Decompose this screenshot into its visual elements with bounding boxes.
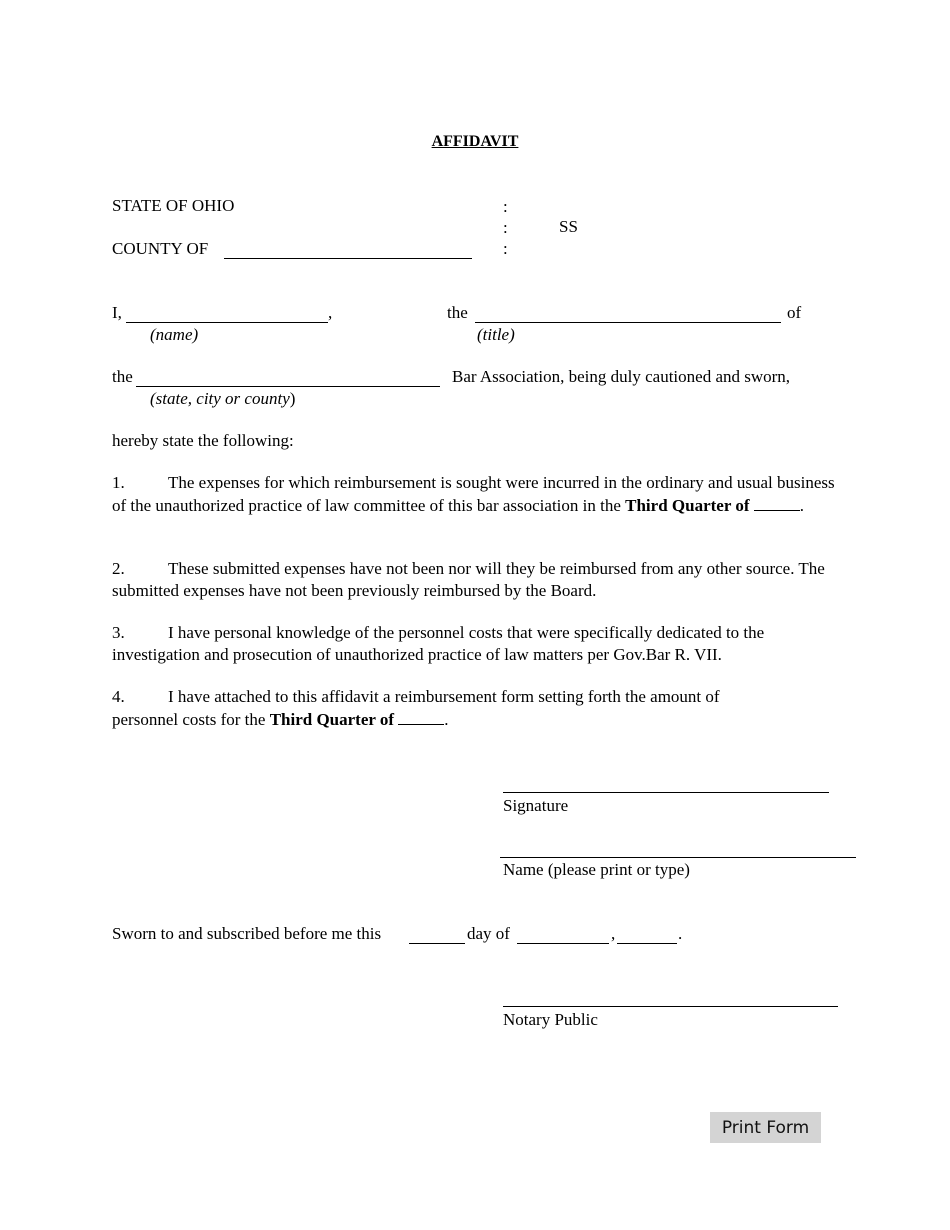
sworn-year-input[interactable] [617,923,677,944]
print-form-button[interactable]: Print Form [710,1112,821,1143]
declarant-comma: , [328,303,333,322]
association-caption [150,388,295,409]
sworn-comma: , [611,924,616,943]
sworn-day-input[interactable] [409,923,465,944]
the-label-2: the [112,367,133,386]
hereby-statement: hereby state the following: [112,431,294,450]
signature-line[interactable] [503,792,829,793]
paragraph-4-year-blank[interactable] [398,708,444,725]
county-label: COUNTY OF [112,239,209,258]
paragraph-2-number: 2. [112,559,125,578]
paragraph-4-number: 4. [112,687,125,706]
declarant-title-input[interactable] [475,302,781,323]
county-input[interactable] [224,238,472,259]
ss-label: SS [559,217,578,236]
printed-name-input[interactable] [500,837,856,858]
paragraph-3 [112,622,842,666]
paragraph-1-bold: Third Quarter of [625,496,750,515]
venue-colon-1: : [503,197,508,216]
paragraph-3-text: I have personal knowledge of the personnel costs that were specifically dedicated to the investigation and prosecution of unauthorized practice of law matters per Gov.Bar R. VII. [112,623,765,664]
paragraph-4-end: . [444,710,449,729]
paragraph-1-year-blank[interactable] [754,494,800,511]
association-suffix: Bar Association, being duly cautioned and sworn, [452,367,791,386]
association-caption-close: ) [289,389,296,408]
paragraph-2 [112,558,842,602]
printed-name-label: Name (please print or type) [503,860,690,879]
notary-signature-line[interactable] [503,1006,838,1007]
association-input[interactable] [136,366,440,387]
sworn-month-input[interactable] [517,923,609,944]
paragraph-3-number: 3. [112,623,125,642]
sworn-day-of-label: day of [467,924,510,943]
venue-colon-2: : [503,218,508,237]
document-title: AFFIDAVIT [431,133,519,150]
sworn-prefix: Sworn to and subscribed before me this [112,924,382,943]
signature-label: Signature [503,796,569,815]
paragraph-4-text: I have attached to this affidavit a reimbursement form setting forth the amount of personnel costs for the [112,687,720,729]
the-label: the [447,303,468,322]
venue-colon-3: : [503,239,508,258]
of-label: of [787,303,802,322]
paragraph-4 [112,686,782,731]
sworn-end: . [678,924,683,943]
declarant-name-input[interactable] [126,302,328,323]
state-label: STATE OF OHIO [112,196,235,215]
association-caption-text: (state, city or county [150,389,290,408]
declarant-prefix: I, [112,303,122,322]
notary-label: Notary Public [503,1010,598,1029]
paragraph-1-text: The expenses for which reimbursement is sought were incurred in the ordinary and usual business of the unauthorized practice of law committee of this bar association in the [112,473,835,515]
name-caption: (name) [150,325,199,344]
paragraph-2-text: These submitted expenses have not been nor will they be reimbursed from any other source. The submitted expenses have not been previously reimbursed by the Board. [112,559,825,600]
paragraph-4-bold: Third Quarter of [269,710,395,729]
paragraph-1-end: . [799,496,804,515]
paragraph-1 [112,472,842,517]
paragraph-1-number: 1. [112,473,125,492]
title-caption: (title) [477,325,515,344]
